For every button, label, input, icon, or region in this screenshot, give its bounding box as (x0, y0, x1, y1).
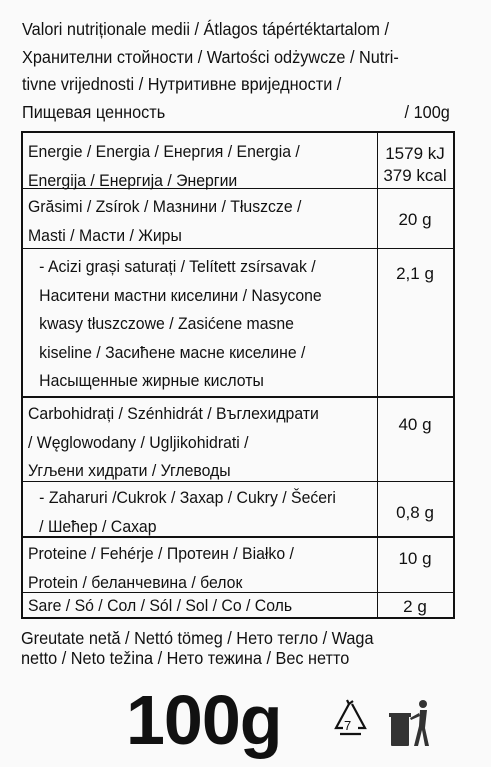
table-row-protein (23, 536, 453, 594)
header-line: tivne vrijednosti / Нутритивне вриједности / (22, 74, 342, 94)
nutrition-table (21, 131, 455, 619)
row-value: 2,1 g (396, 264, 434, 283)
row-label: Sare / Só / Сол / Sól / Sol / Со / Соль (28, 596, 293, 615)
recycle-triangle-icon (336, 700, 365, 734)
tidyman-bin-icon (389, 700, 429, 746)
recycling-icons (330, 698, 440, 755)
table-row-salt (23, 592, 453, 620)
row-label: - Acizi grași saturați / Telített zsírsavak / Наситени мастни киселини / Nasycone kwasy tłuszczowe / Zasićene masne kiseline / Засићене масне киселине / Насыщенные жирные кислоты (39, 257, 322, 390)
row-label: Grăsimi / Zsírok / Мазнини / Tłuszcze / Masti / Масти / Жиры (28, 197, 302, 245)
table-row-saturated-fat (23, 248, 453, 397)
row-value: 1579 kJ 379 kcal (383, 144, 447, 185)
net-weight-caption: Greutate netă / Nettó tömeg / Нето тегло / Waga netto / Neto težina / Нето тежина / Вес нетто (21, 628, 374, 668)
header-line: Valori nutriționale medii / Átlagos tápértéktartalom / (22, 19, 389, 39)
header-line: Хранителни стойности / Wartości odżywcze / Nutri- (22, 46, 399, 67)
row-value: 2 g (403, 597, 427, 616)
per-100g-label: / 100g (404, 101, 450, 122)
row-label: Energie / Energia / Енергия / Energia / Energija / Енергија / Энергии (28, 142, 300, 190)
row-label: Carbohidrați / Szénhidrát / Въглехидрати / Węglowodany / Ugljikohidrati / Угљени хидрати / Углеводы (28, 404, 319, 480)
row-value: 10 g (398, 549, 432, 568)
row-label: Proteine / Fehérje / Протеин / Białko / Protein / беланчевина / белок (28, 544, 294, 592)
table-row-sugars (23, 481, 453, 537)
svg-text:7: 7 (344, 718, 352, 733)
table-row-energy (23, 133, 453, 188)
nutrition-header (22, 16, 450, 126)
table-row-fat (23, 188, 453, 249)
row-value: 20 g (398, 210, 432, 229)
header-line: Пищевая ценность (22, 101, 166, 122)
row-value: 40 g (398, 415, 432, 434)
net-weight-value: 100g (126, 681, 282, 759)
row-label: - Zaharuri /Cukrok / Захар / Cukry / Šećeri / Шећер / Сахар (39, 488, 336, 536)
table-row-carbohydrates (23, 396, 453, 483)
row-value: 0,8 g (396, 503, 434, 522)
